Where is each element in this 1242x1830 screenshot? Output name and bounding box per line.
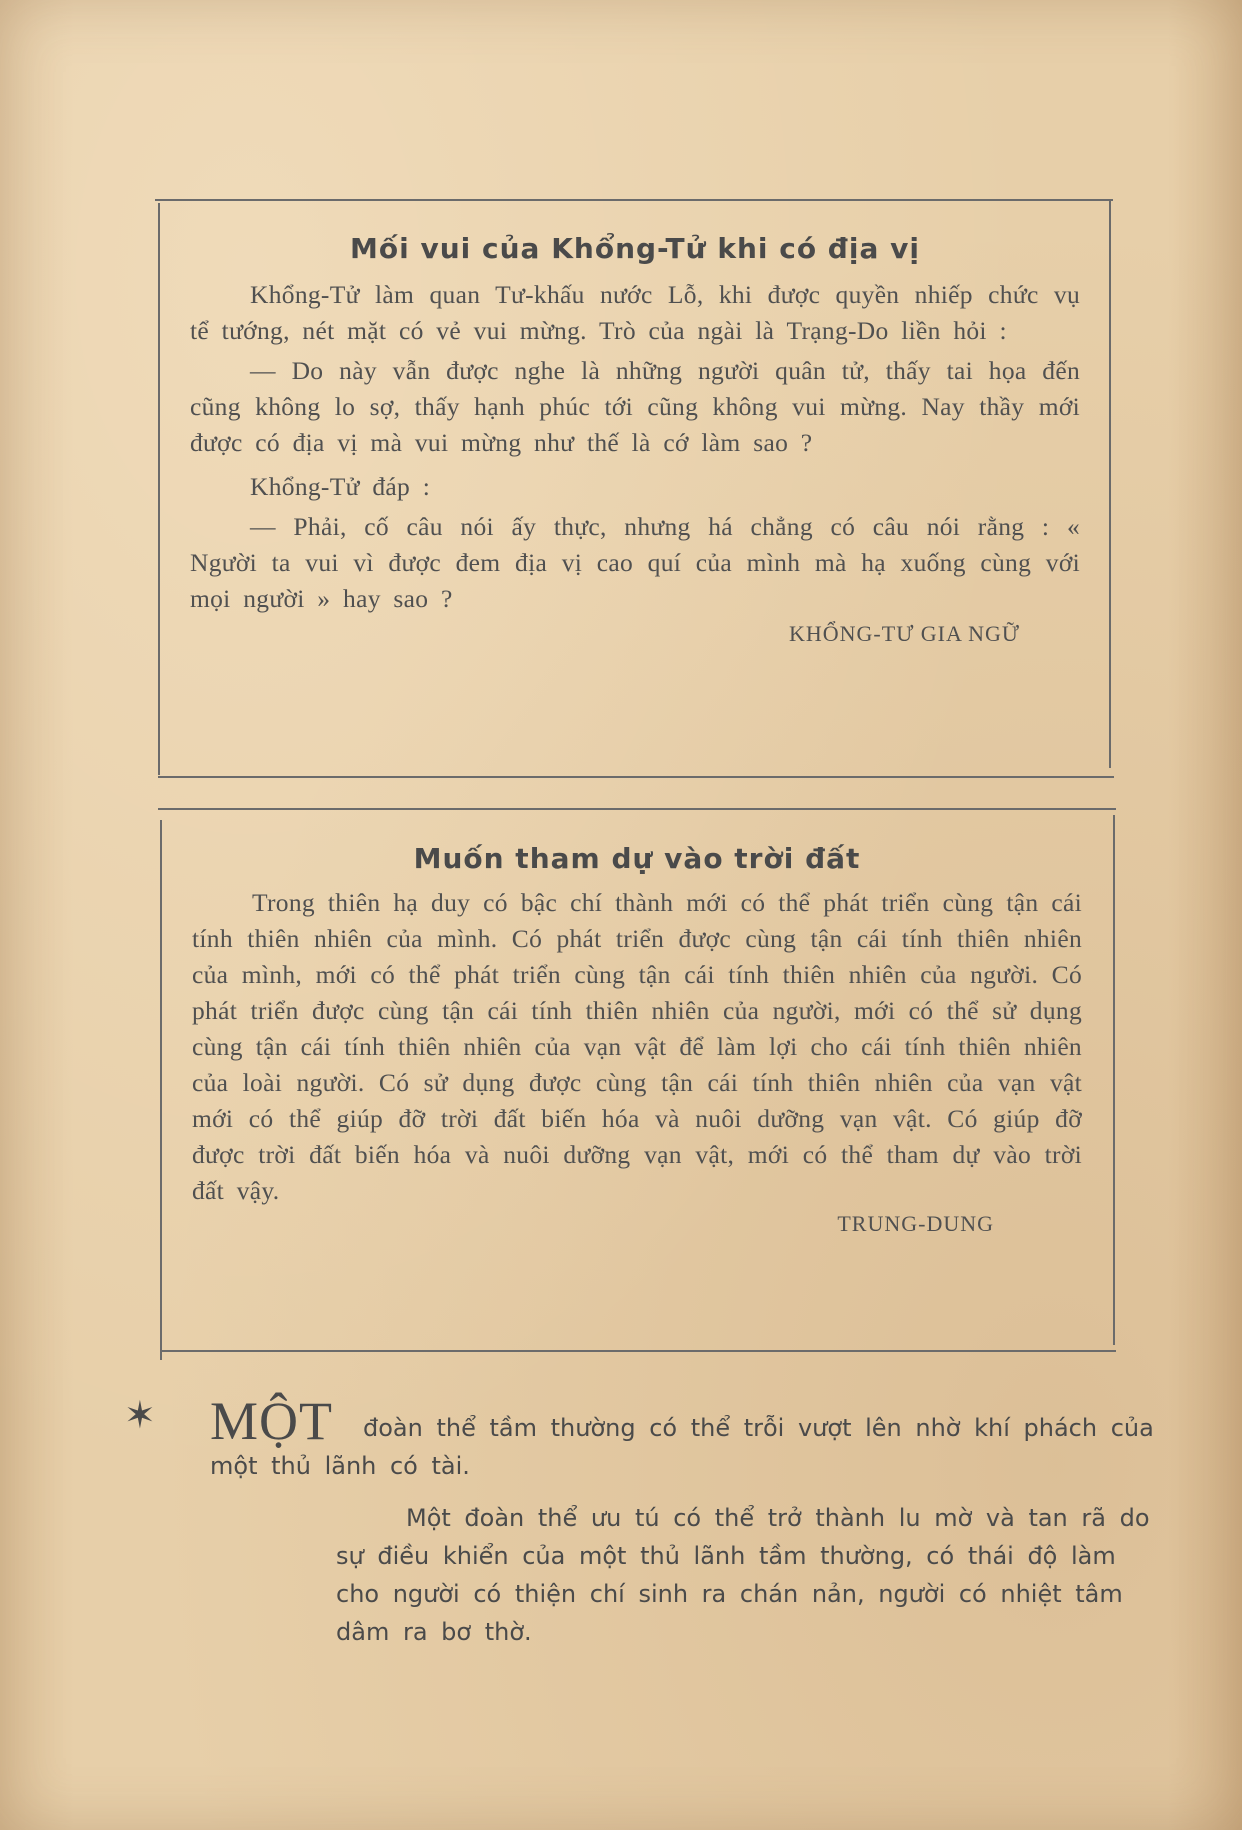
bottom-paragraph-1: đoàn thể tầm thường có thể trỗi vượt lên nhờ khí phách của một thủ lãnh có tài. <box>210 1414 1154 1480</box>
box2-paragraph-1: Trong thiên hạ duy có bậc chí thành mới có thể phát triển cùng tận cái tính thiên nhiên của mình. Có phát triển được cùng tận cái tính thiên nhiên của mình, mới có thể phát triển cùng tận cái tính thiên nhiên của người. Có phát triển được cùng tận cái tính thiên nhiên của người, mới có thể sử dụng cùng tận cái tính thiên nhiên của vạn vật để làm lợi cho cái tính thiên nhiên của loài người. Có sử dụng được cùng tận cái tính thiên nhiên của vạn vật mới có thể giúp đỡ trời đất biến hóa và nuôi dưỡng vạn vật. Có giúp đỡ được trời đất biến hóa và nuôi dưỡng vạn vật, mới có thể tham dự vào trời đất vậy. <box>192 888 1082 1205</box>
box1-paragraph-3: Khổng-Tử đáp : <box>250 472 431 501</box>
box1-right-rule <box>1109 201 1111 768</box>
box2-source: TRUNG-DUNG <box>837 1211 994 1236</box>
box1-paragraph-1: Khổng-Tử làm quan Tư-khấu nước Lỗ, khi được quyền nhiếp chức vụ tể tướng, nét mặt có vẻ vui mừng. Trò của ngài là Trạng-Do liền hỏi : <box>190 280 1080 345</box>
box1-paragraph-2: — Do này vẫn được nghe là những người quân tử, thấy tai họa đến cũng không lo sợ, thấy hạnh phúc tới cũng không vui mừng. Nay thầy mới được có địa vị mà vui mừng như thế là cớ làm sao ? <box>190 356 1080 457</box>
box1-bottom-rule <box>158 776 1114 778</box>
dropcap-word: MỘT <box>210 1391 333 1451</box>
box2-bottom-rule <box>162 1350 1116 1352</box>
box1-title: Mối vui của Khổng-Tử khi có địa vị <box>350 232 920 265</box>
star-ornament: ✶ <box>124 1393 156 1437</box>
box1-paragraph-4: — Phải, cố câu nói ấy thực, nhưng há chẳng có câu nói rằng : « Người ta vui vì được đem địa vị cao quí của mình mà hạ xuống cùng với mọi người » hay sao ? <box>190 512 1080 613</box>
box2-left-rule <box>160 820 162 1360</box>
box1-source: KHỔNG-TƯ GIA NGỮ <box>788 621 1020 646</box>
bottom-block <box>210 1391 1160 1651</box>
box1-top-rule <box>155 199 1113 201</box>
box2-top-rule <box>158 808 1116 810</box>
bottom-paragraph-2: Một đoàn thể ưu tú có thể trở thành lu mờ và tan rã do sự điều khiển của một thủ lãnh tầm thường, có thái độ làm cho người có thiện chí sinh ra chán nản, người có nhiệt tâm dâm ra bơ thờ. <box>336 1504 1150 1646</box>
box1-left-rule <box>158 203 160 775</box>
box2 <box>192 842 1082 1237</box>
box1 <box>190 232 1080 647</box>
box2-right-rule <box>1113 815 1115 1345</box>
box2-title: Muốn tham dự vào trời đất <box>413 842 861 875</box>
